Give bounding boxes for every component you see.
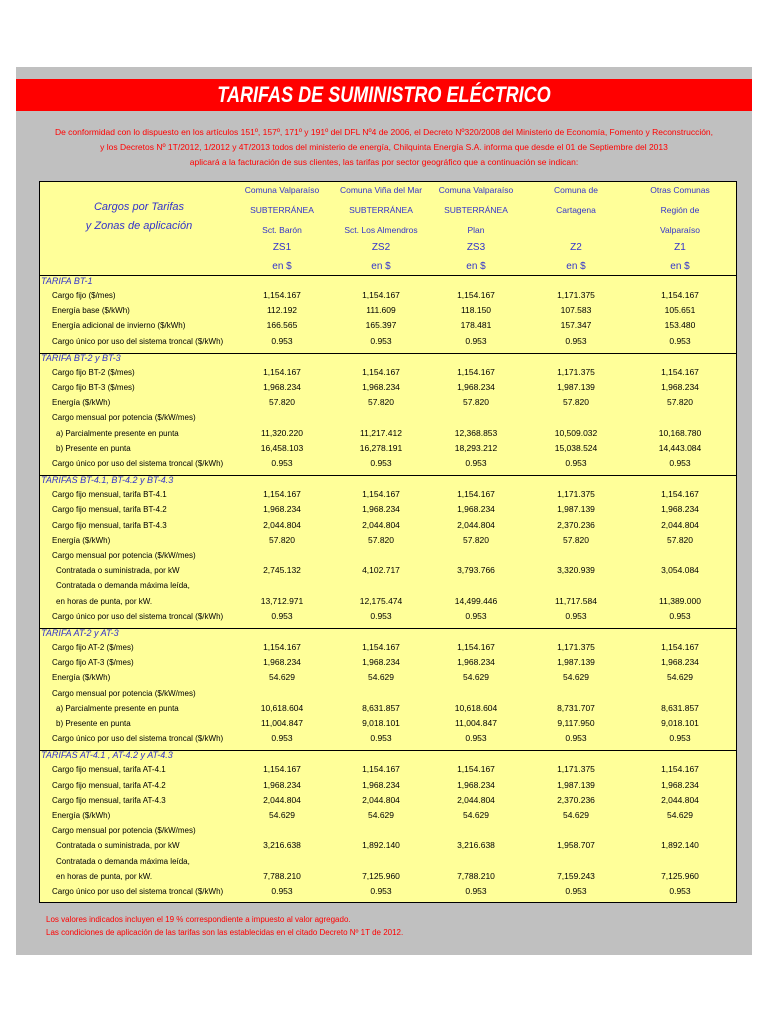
table-cell: 0.953 (565, 610, 587, 621)
column-header-line2: SUBTERRÁNEA (250, 205, 314, 215)
table-cell: 57.820 (368, 534, 394, 545)
row-label: Cargo fijo mensual, tarifa AT-4.1 (52, 765, 166, 775)
table-cell: 10,168.780 (658, 427, 702, 438)
column-header-unit: en $ (466, 261, 486, 272)
table-cell: 7,125.960 (661, 870, 699, 881)
table-cell: 2,044.804 (362, 794, 400, 805)
table-cell: 54.629 (563, 810, 589, 820)
row-label: Energía ($/kWh) (52, 535, 111, 545)
header-label-line: y Zonas de aplicación (85, 220, 193, 232)
table-cell: 3,216.638 (457, 840, 495, 851)
table-cell: 2,044.804 (263, 794, 301, 805)
column-header-zone: Z2 (570, 242, 582, 253)
table-cell: 0.953 (465, 458, 487, 468)
table-cell: 0.953 (669, 458, 691, 468)
table-cell: 13,712.971 (260, 595, 304, 606)
page-title: TARIFAS DE SUMINISTRO ELÉCTRICO (217, 82, 551, 107)
column-header-zone: ZS1 (272, 242, 292, 253)
row-label: Cargo fijo mensual, tarifa BT-4.1 (52, 490, 167, 500)
row-label: Cargo fijo mensual, tarifa BT-4.2 (52, 505, 167, 515)
table-cell: 8,631.857 (661, 702, 699, 713)
section-title: TARIFA AT-2 y AT-3 (41, 628, 119, 638)
column-header-line1: Comuna de (554, 185, 598, 195)
footnotes (46, 913, 403, 939)
row-label: Cargo fijo BT-3 ($/mes) (52, 383, 135, 392)
row-label: Cargo único por uso del sistema troncal ($/kWh) (52, 336, 224, 346)
table-cell: 0.953 (271, 610, 293, 621)
table-cell: 7,788.210 (263, 870, 301, 881)
column-header-zone: ZS3 (466, 242, 486, 253)
table-cell: 54.629 (368, 810, 394, 820)
row-label: Contratada o demanda máxima leída, (56, 581, 190, 591)
table-cell: 11,004.847 (261, 718, 303, 728)
table-cell: 57.820 (463, 397, 489, 408)
table-cell: 4,102.717 (362, 565, 400, 576)
table-cell: 105.651 (664, 305, 696, 316)
table-cell: 0.953 (565, 733, 587, 744)
table-cell: 2,044.804 (661, 794, 699, 805)
table-cell: 1,968.234 (661, 504, 699, 515)
table-cell: 0.953 (271, 458, 293, 468)
table-cell: 1,968.234 (362, 657, 400, 668)
table-cell: 1,154.167 (362, 764, 400, 775)
row-label: en horas de punta, por kW. (56, 871, 153, 881)
section-title: TARIFAS BT-4.1, BT-4.2 y BT-4.3 (41, 475, 174, 486)
table-cell: 1,968.234 (263, 382, 301, 392)
table-cell: 0.953 (465, 335, 487, 346)
table-cell: 1,171.375 (557, 489, 595, 500)
table-cell: 3,216.638 (263, 840, 301, 851)
table-cell: 1,154.167 (263, 366, 301, 377)
table-cell: 8,731.707 (557, 702, 595, 713)
column-header-line1: Comuna Valparaíso (244, 185, 320, 195)
row-label: Cargo fijo ($/mes) (52, 291, 116, 300)
table-cell: 10,509.032 (554, 427, 598, 438)
row-label: Cargo fijo BT-2 ($/mes) (52, 367, 135, 377)
table-cell: 2,044.804 (661, 519, 699, 530)
table-cell: 1,154.167 (263, 764, 301, 775)
table-cell: 9,018.101 (661, 718, 699, 728)
table-cell: 157.347 (560, 320, 592, 331)
table-cell: 12,175.474 (359, 595, 403, 606)
table-cell: 7,125.960 (362, 870, 400, 881)
table-cell: 1,958.707 (557, 840, 595, 851)
table-cell: 57.820 (269, 397, 295, 408)
table-cell: 1,987.139 (557, 382, 595, 392)
table-cell: 18,293.212 (454, 442, 498, 453)
row-label: Cargo fijo mensual, tarifa AT-4.3 (52, 795, 166, 805)
table-cell: 2,044.804 (362, 519, 400, 530)
table-cell: 0.953 (465, 886, 487, 896)
row-label: Cargo fijo mensual, tarifa BT-4.3 (52, 520, 167, 530)
table-cell: 1,154.167 (457, 489, 495, 500)
column-header-unit: en $ (670, 261, 690, 272)
table-cell: 3,054.084 (661, 565, 699, 576)
table-cell: 0.953 (669, 610, 691, 621)
table-cell: 54.629 (463, 810, 489, 820)
table-cell: 1,968.234 (362, 779, 400, 790)
table-cell: 54.629 (368, 672, 394, 683)
column-header-line3: Valparaíso (659, 225, 700, 235)
table-cell: 0.953 (565, 335, 587, 346)
table-cell: 1,171.375 (557, 290, 595, 300)
row-label: Cargo mensual por potencia ($/kW/mes) (52, 688, 196, 698)
row-label: Cargo mensual por potencia ($/kW/mes) (52, 551, 196, 560)
intro-line: aplicará a la facturación de sus clientes, las tarifas por sector geográfico que a continuación se indican: (189, 157, 579, 167)
column-header-line2: SUBTERRÁNEA (444, 205, 508, 215)
table-cell: 1,968.234 (661, 657, 699, 668)
table-cell: 2,044.804 (263, 519, 301, 530)
table-cell: 1,968.234 (263, 657, 301, 668)
table-cell: 0.953 (370, 733, 392, 744)
column-header-line1: Comuna Viña del Mar (339, 185, 423, 195)
table-cell: 111.609 (366, 305, 396, 316)
row-label: Energía ($/kWh) (52, 811, 111, 820)
column-header-line1: Comuna Valparaíso (438, 185, 514, 195)
header-label-line: Cargos por Tarifas (93, 201, 185, 213)
title-banner (16, 79, 752, 111)
table-cell: 3,320.939 (557, 565, 595, 576)
table-cell: 54.629 (269, 672, 295, 683)
row-label: Contratada o demanda máxima leída, (56, 856, 190, 866)
table-cell: 1,892.140 (661, 840, 699, 851)
table-cell: 1,154.167 (263, 290, 301, 300)
table-cell: 1,154.167 (362, 642, 400, 652)
table-cell: 57.820 (463, 534, 489, 545)
table-cell: 1,154.167 (661, 290, 699, 300)
table-cell: 1,154.167 (263, 642, 301, 652)
table-cell: 9,018.101 (362, 718, 400, 728)
table-cell: 178.481 (460, 320, 492, 331)
section-title: TARIFA BT-2 y BT-3 (41, 352, 121, 363)
table-cell: 118.150 (460, 305, 492, 316)
table-cell: 107.583 (560, 305, 592, 316)
table-cell: 0.953 (370, 610, 392, 621)
table-cell: 2,370.236 (557, 794, 595, 805)
column-header-line2: Región de (660, 205, 700, 215)
table-cell: 0.953 (370, 335, 392, 346)
column-header-zone: Z1 (674, 242, 686, 253)
intro-line: De conformidad con lo dispuesto en los artículos 151º, 157º, 171º y 191º del DFL Nº4 de 2006, el Decreto Nº320/2008 del Ministerio de Economía, Fomento y Reconstrucción, (54, 127, 714, 137)
table-cell: 8,631.857 (362, 702, 400, 713)
table-cell: 1,987.139 (557, 504, 595, 515)
row-label: a) Parcialmente presente en punta (56, 703, 179, 713)
row-label: Energía ($/kWh) (52, 398, 111, 408)
row-label: Energía adicional de invierno ($/kWh) (52, 321, 186, 331)
table-cell: 1,154.167 (362, 489, 400, 500)
intro-paragraph (16, 125, 752, 170)
table-cell: 54.629 (563, 672, 589, 683)
row-label: b) Presente en punta (56, 443, 131, 453)
row-label: Cargo fijo AT-2 ($/mes) (52, 643, 134, 652)
table-cell: 0.953 (669, 733, 691, 744)
row-label: Cargo mensual por potencia ($/kW/mes) (52, 826, 196, 836)
table-cell: 11,717.584 (555, 595, 597, 606)
table-cell: 0.953 (370, 886, 392, 896)
table-cell: 1,154.167 (457, 764, 495, 775)
table-cell: 0.953 (669, 335, 691, 346)
intro-line: y los Decretos Nº 1T/2012, 1/2012 y 4T/2013 todos del ministerio de energía, Chilquinta Energía S.A. informa que desde el 01 de Septiembre del 2013 (100, 142, 668, 152)
column-header-line3: Plan (467, 225, 485, 235)
table-cell: 1,968.234 (457, 504, 495, 515)
table-cell: 1,154.167 (362, 366, 400, 377)
column-header-zone: ZS2 (371, 242, 391, 253)
table-cell: 1,154.167 (457, 290, 495, 300)
table-cell: 1,154.167 (457, 642, 495, 652)
table-cell: 153.480 (664, 320, 696, 331)
table-cell: 2,044.804 (457, 794, 495, 805)
table-cell: 2,044.804 (457, 519, 495, 530)
row-label: Cargo fijo AT-3 ($/mes) (52, 658, 134, 668)
table-cell: 3,793.766 (457, 565, 495, 576)
table-cell: 11,320.220 (261, 427, 303, 438)
table-cell: 1,892.140 (362, 840, 400, 851)
column-header-line1: Otras Comunas (650, 185, 710, 195)
row-label: Energía base ($/kWh) (52, 306, 130, 316)
table-cell: 11,389.000 (659, 595, 701, 606)
table-cell: 0.953 (271, 733, 293, 744)
table-cell: 112.192 (266, 305, 298, 316)
table-cell: 15,038.524 (554, 442, 598, 453)
footnote: Los valores indicados incluyen el 19 % correspondiente a impuesto al valor agregado. (46, 915, 351, 924)
table-cell: 54.629 (667, 810, 693, 820)
table-cell: 57.820 (368, 397, 394, 408)
table-cell: 1,154.167 (661, 489, 699, 500)
table-cell: 54.629 (463, 672, 489, 683)
footnote: Las condiciones de aplicación de las tarifas son las establecidas en el citado Decreto Nº 1T de 2012. (46, 928, 404, 937)
table-cell: 1,987.139 (557, 657, 595, 668)
row-label: Cargo fijo mensual, tarifa AT-4.2 (52, 780, 166, 790)
table-cell: 11,217.412 (360, 427, 402, 438)
table-cell: 54.629 (269, 810, 295, 820)
table-cell: 16,458.103 (260, 442, 304, 453)
row-label: Contratada o suministrada, por kW (56, 841, 180, 851)
table-cell: 1,968.234 (263, 504, 301, 515)
table-cell: 1,968.234 (457, 779, 495, 790)
table-cell: 0.953 (565, 886, 587, 896)
table-cell: 1,968.234 (661, 382, 699, 392)
section-divider (39, 628, 737, 629)
table-cell: 2,745.132 (263, 565, 301, 576)
table-cell: 0.953 (669, 886, 691, 896)
table-cell: 1,171.375 (557, 642, 595, 652)
table-cell: 1,968.234 (661, 779, 699, 790)
table-header-label (39, 198, 239, 236)
table-cell: 54.629 (667, 672, 693, 683)
table-cell: 1,154.167 (661, 764, 699, 775)
table-cell: 1,154.167 (457, 366, 495, 377)
row-label: a) Parcialmente presente en punta (56, 428, 179, 438)
table-cell: 2,370.236 (557, 519, 595, 530)
table-cell: 11,004.847 (455, 718, 497, 728)
table-cell: 1,154.167 (661, 642, 699, 652)
row-label: Cargo único por uso del sistema troncal ($/kWh) (52, 734, 224, 744)
column-header-unit: en $ (371, 261, 391, 272)
table-cell: 14,443.084 (658, 442, 702, 453)
table-cell: 165.397 (365, 320, 397, 331)
row-label: en horas de punta, por kW. (56, 596, 153, 606)
row-label: Cargo mensual por potencia ($/kW/mes) (52, 413, 196, 423)
table-cell: 1,171.375 (557, 366, 595, 377)
table-cell: 0.953 (465, 733, 487, 744)
table-cell: 0.953 (565, 458, 587, 468)
column-header-line3: Sct. Barón (262, 225, 302, 235)
column-header-unit: en $ (272, 261, 292, 272)
table-cell: 12,368.853 (454, 427, 498, 438)
table-cell: 0.953 (370, 458, 392, 468)
table-cell: 1,968.234 (457, 657, 495, 668)
table-cell: 1,968.234 (362, 382, 400, 392)
table-cell: 57.820 (667, 397, 693, 408)
table-cell: 10,618.604 (260, 702, 304, 713)
table-cell: 10,618.604 (454, 702, 498, 713)
row-label: b) Presente en punta (56, 719, 131, 728)
table-cell: 166.565 (266, 320, 298, 331)
table-cell: 57.820 (667, 534, 693, 545)
table-cell: 1,154.167 (362, 290, 400, 300)
table-cell: 9,117.950 (557, 718, 595, 728)
row-label: Cargo único por uso del sistema troncal ($/kWh) (52, 887, 224, 896)
table-cell: 7,159.243 (557, 870, 595, 881)
section-title: TARIFAS AT-4.1 , AT-4.2 y AT-4.3 (41, 750, 173, 761)
table-cell: 14,499.446 (454, 595, 498, 606)
column-header-line3: Sct. Los Almendros (344, 225, 418, 235)
section-divider (39, 353, 737, 354)
column-header-unit: en $ (566, 261, 586, 272)
header-divider (39, 275, 737, 276)
table-cell: 57.820 (563, 397, 589, 408)
table-cell: 57.820 (269, 534, 295, 545)
row-label: Energía ($/kWh) (52, 673, 111, 683)
table-cell: 1,968.234 (457, 382, 495, 392)
column-header-line2: SUBTERRÁNEA (349, 205, 413, 215)
table-cell: 1,968.234 (263, 779, 301, 790)
row-label: Contratada o suministrada, por kW (56, 566, 180, 576)
table-cell: 7,788.210 (457, 870, 495, 881)
table-cell: 1,987.139 (557, 779, 595, 790)
table-cell: 57.820 (563, 534, 589, 545)
column-header-line2: Cartagena (556, 205, 596, 215)
table-cell: 0.953 (271, 886, 293, 896)
table-cell: 0.953 (465, 610, 487, 621)
table-cell: 1,171.375 (557, 764, 595, 775)
table-cell: 1,154.167 (661, 366, 699, 377)
row-label: Cargo único por uso del sistema troncal ($/kWh) (52, 459, 224, 468)
table-cell: 0.953 (271, 335, 293, 346)
table-cell: 1,968.234 (362, 504, 400, 515)
section-title: TARIFA BT-1 (41, 276, 93, 286)
row-label: Cargo único por uso del sistema troncal ($/kWh) (52, 611, 224, 621)
table-cell: 16,278.191 (359, 442, 403, 453)
table-cell: 1,154.167 (263, 489, 301, 500)
